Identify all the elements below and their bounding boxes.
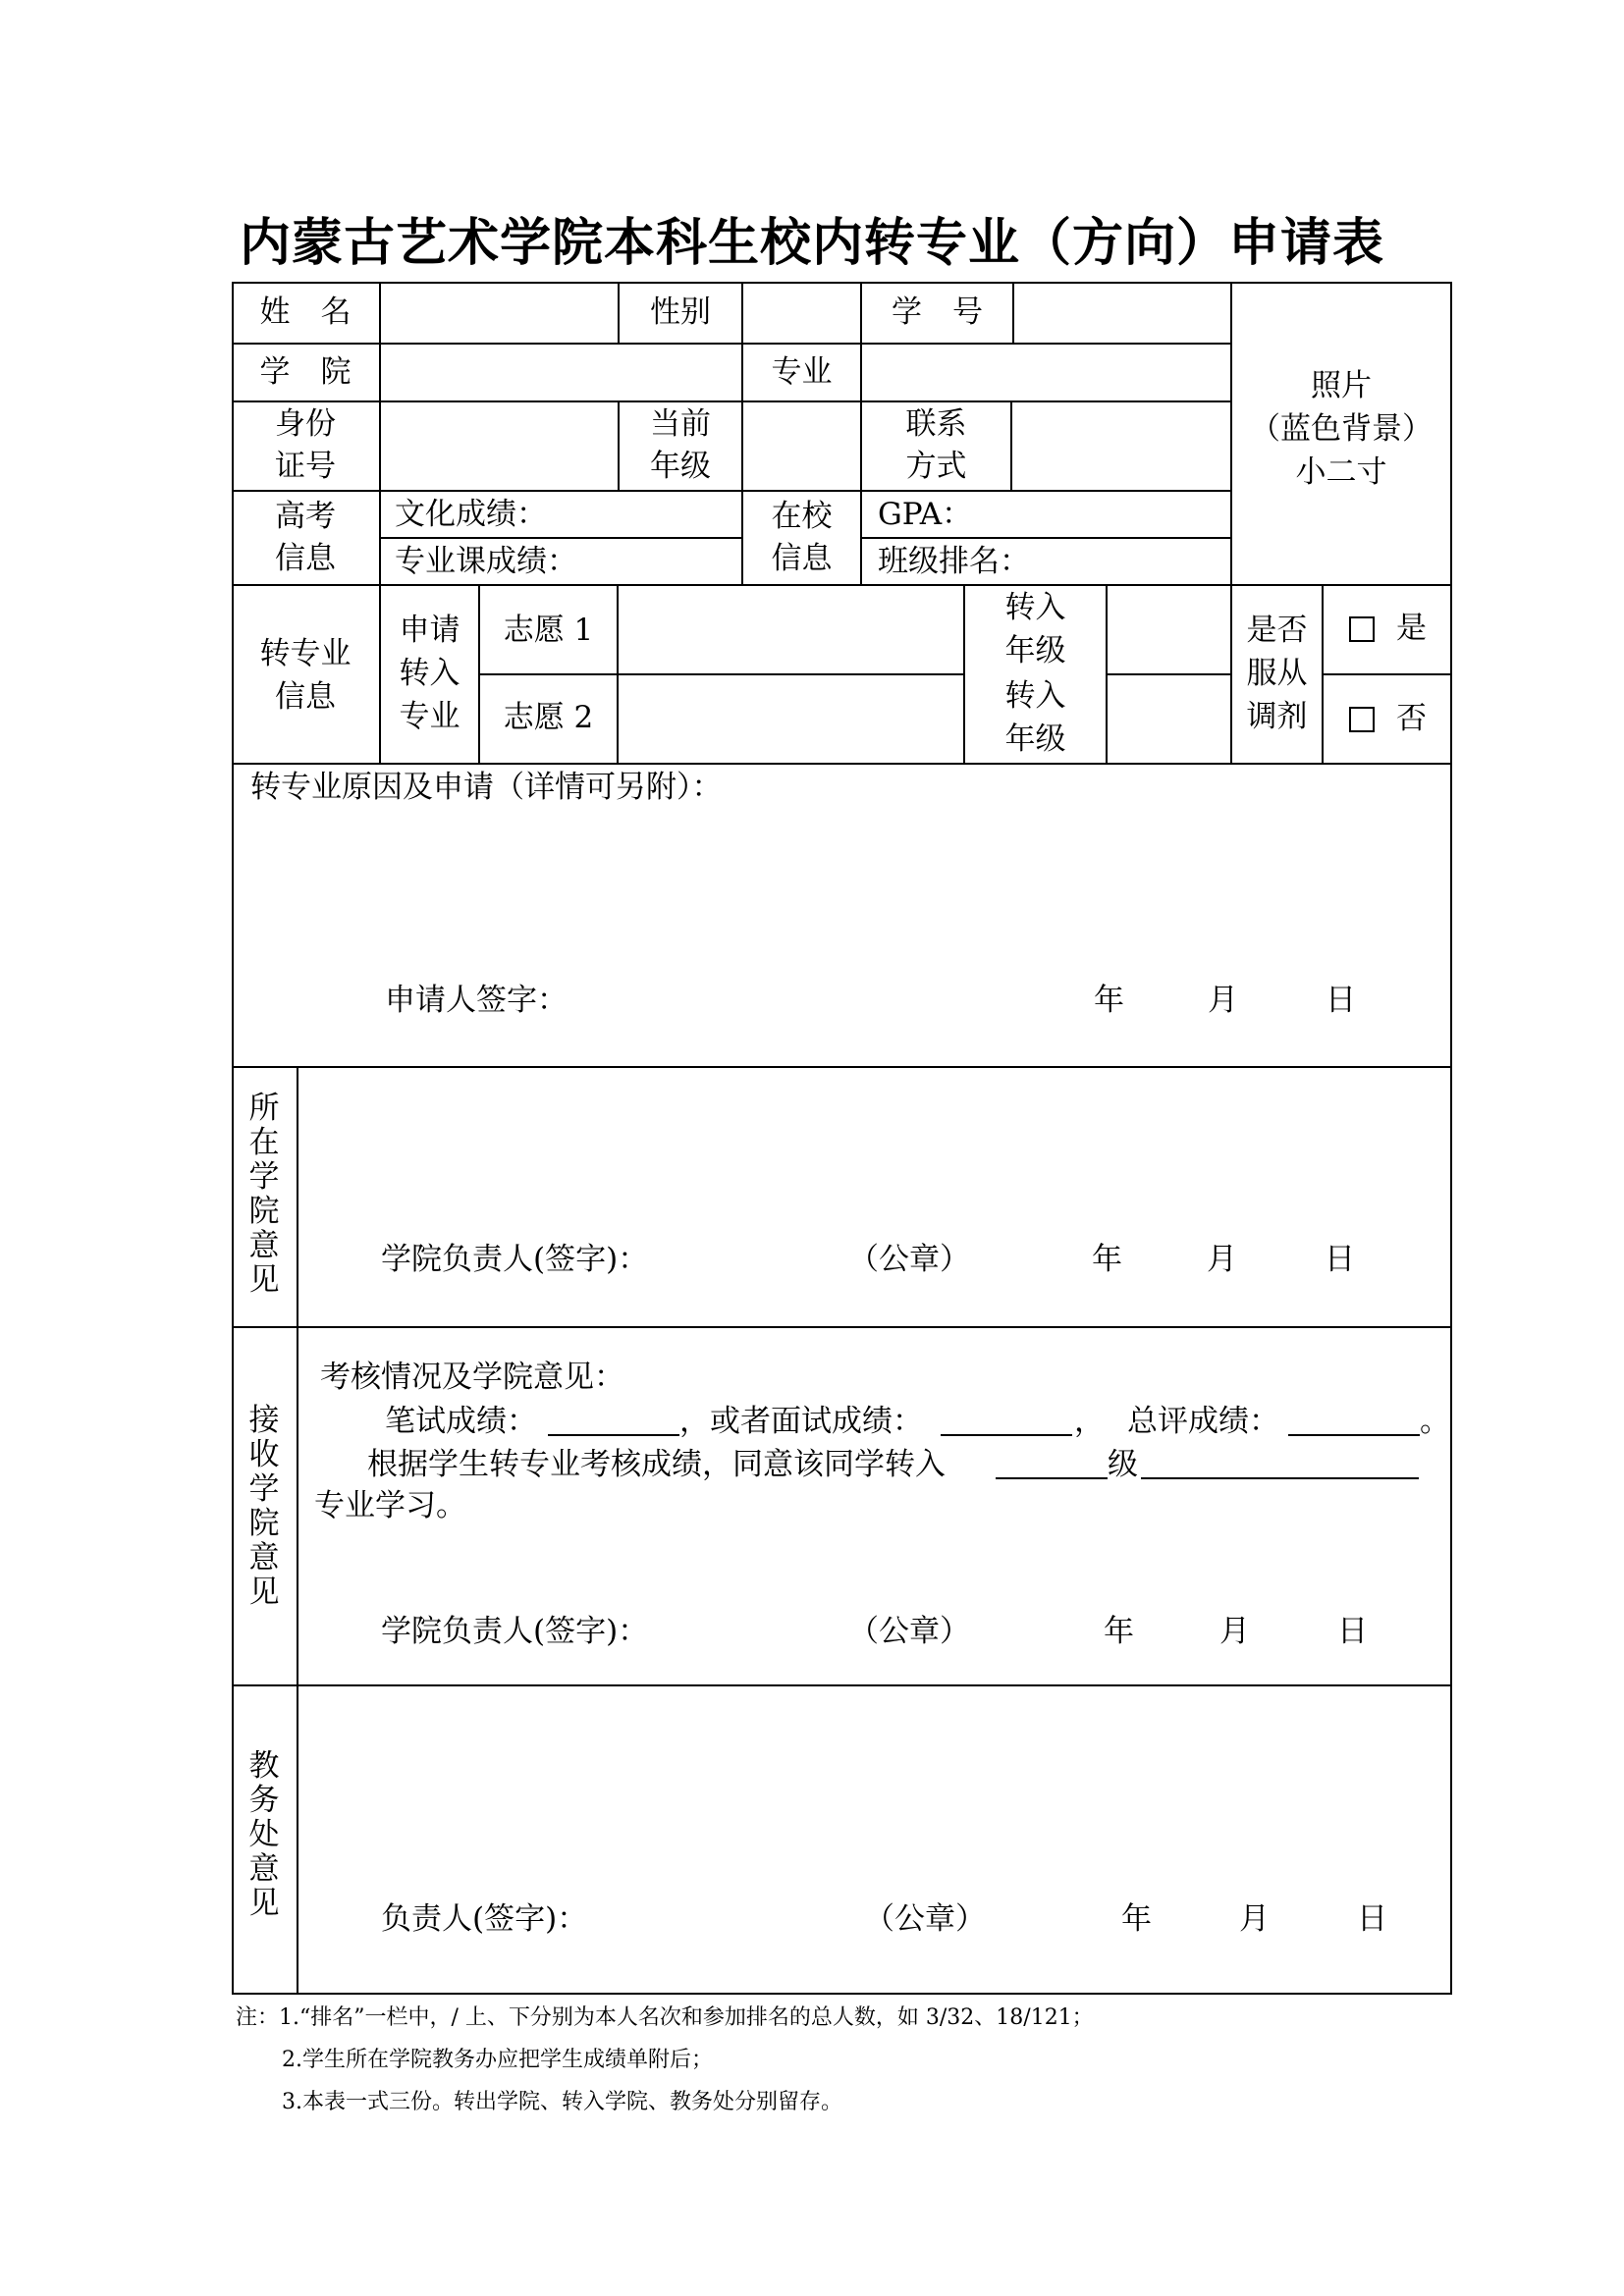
current-college-opinion-area[interactable] xyxy=(314,1080,1434,1217)
academic-office-month-label: 月 xyxy=(1239,1901,1270,1937)
grade-field[interactable] xyxy=(743,402,860,490)
transfer-label-line1: 转专业 xyxy=(259,636,352,671)
grade-word: 级 xyxy=(1108,1447,1138,1482)
grade-label-line1: 当前 xyxy=(650,406,711,442)
contact-label-line1: 联系 xyxy=(905,406,967,442)
photo-background-note: （蓝色背景） xyxy=(1250,411,1433,447)
academic-office-day-label: 日 xyxy=(1357,1901,1387,1937)
major-label: 专业 xyxy=(771,354,833,390)
total-score-label: 总评成绩： xyxy=(1127,1404,1279,1439)
adjust-no-option[interactable] xyxy=(1326,677,1448,761)
choice2-grade-label-line2: 年级 xyxy=(1004,721,1066,757)
college-field[interactable] xyxy=(381,345,741,400)
apply-label-line2: 转入 xyxy=(399,656,460,691)
total-score-period: 。 xyxy=(1420,1404,1450,1439)
choice1-grade-field[interactable] xyxy=(1108,586,1230,673)
choice2-label: 志愿 2 xyxy=(503,700,594,735)
academic-office-label: 教务处意见 xyxy=(248,1748,280,1921)
reason-label: 转专业原因及申请（详情可另附）： xyxy=(250,770,723,805)
reason-year-label: 年 xyxy=(1094,983,1124,1018)
reason-text-area[interactable] xyxy=(245,815,1434,962)
interview-score-label: ，或者面试成绩： xyxy=(679,1404,923,1439)
written-score-blank[interactable] xyxy=(548,1434,679,1436)
name-field[interactable] xyxy=(381,284,618,343)
photo-label: 照片 xyxy=(1311,368,1372,403)
apply-label-line3: 专业 xyxy=(399,699,460,734)
major-study-text: 专业学习。 xyxy=(314,1488,466,1523)
grade-label-line2: 年级 xyxy=(650,449,711,484)
academic-office-year-label: 年 xyxy=(1121,1901,1152,1937)
gaokao-label-line1: 高考 xyxy=(275,499,336,534)
choice1-label: 志愿 1 xyxy=(503,613,594,648)
student-id-field[interactable] xyxy=(1014,284,1230,343)
agree-transfer-text: 根据学生转专业考核成绩，同意该同学转入 xyxy=(367,1447,946,1482)
choice1-grade-label-line2: 年级 xyxy=(1004,633,1066,668)
academic-office-opinion-area[interactable] xyxy=(314,1698,1434,1875)
photo-area[interactable] xyxy=(1232,284,1450,584)
academic-office-signature-label: 负责人(签字)： xyxy=(381,1901,588,1937)
interview-comma: ， xyxy=(1074,1404,1105,1439)
adjust-yes-option[interactable] xyxy=(1326,589,1448,671)
culture-score-field[interactable]: 文化成绩： xyxy=(395,497,547,532)
receiving-college-label: 接收学院意见 xyxy=(248,1403,280,1610)
reason-day-label: 日 xyxy=(1326,983,1356,1018)
receiving-college-signature-label: 学院负责人(签字)： xyxy=(381,1614,649,1649)
student-id-label: 学 号 xyxy=(892,294,983,330)
note-1: 注：1.“排名”一栏中，/ 上、下分别为本人名次和参加排名的总人数，如 3/32、18/121； xyxy=(236,2005,1094,2030)
receiving-college-day-label: 日 xyxy=(1337,1614,1368,1649)
gender-field[interactable] xyxy=(743,284,860,343)
current-college-signature-label: 学院负责人(签字)： xyxy=(381,1242,649,1277)
gaokao-label-line2: 信息 xyxy=(275,541,336,576)
major-field[interactable] xyxy=(862,345,1230,400)
no-checkbox[interactable] xyxy=(1349,707,1375,732)
current-college-day-label: 日 xyxy=(1325,1242,1355,1277)
reason-month-label: 月 xyxy=(1208,983,1238,1018)
choice1-grade-label-line1: 转入 xyxy=(1004,590,1066,625)
choice2-grade-field[interactable] xyxy=(1108,675,1230,763)
id-label-line1: 身份 xyxy=(275,406,336,442)
current-college-seal-label: （公章） xyxy=(848,1242,970,1277)
major-course-score-field[interactable]: 专业课成绩： xyxy=(395,544,577,579)
id-label-line2: 证号 xyxy=(275,449,336,484)
receiving-college-seal-label: （公章） xyxy=(848,1614,970,1649)
contact-field[interactable] xyxy=(1012,402,1230,490)
photo-size-note: 小二寸 xyxy=(1295,454,1387,490)
name-label: 姓 名 xyxy=(259,294,352,330)
assessment-heading: 考核情况及学院意见： xyxy=(320,1360,624,1395)
class-rank-field[interactable]: 班级排名： xyxy=(878,544,1030,579)
applicant-signature-label: 申请人签字： xyxy=(385,983,568,1018)
school-label-line2: 信息 xyxy=(771,541,833,576)
interview-score-blank[interactable] xyxy=(941,1434,1072,1436)
current-college-month-label: 月 xyxy=(1207,1242,1237,1277)
receiving-college-year-label: 年 xyxy=(1104,1614,1134,1649)
receiving-college-month-label: 月 xyxy=(1219,1614,1250,1649)
academic-office-seal-label: （公章） xyxy=(864,1901,986,1937)
note-3: 3.本表一式三份。转出学院、转入学院、教务处分别留存。 xyxy=(282,2090,842,2114)
gpa-field[interactable]: GPA： xyxy=(878,497,973,532)
current-college-year-label: 年 xyxy=(1092,1242,1122,1277)
college-label: 学 院 xyxy=(259,354,352,390)
transfer-major-blank[interactable] xyxy=(1141,1477,1419,1479)
transfer-label-line2: 信息 xyxy=(275,679,336,715)
written-score-label: 笔试成绩： xyxy=(385,1404,537,1439)
choice1-major-field[interactable] xyxy=(619,586,963,673)
no-label: 否 xyxy=(1396,701,1427,736)
transfer-grade-blank[interactable] xyxy=(996,1477,1108,1479)
choice2-grade-label-line1: 转入 xyxy=(1004,678,1066,714)
gender-label: 性别 xyxy=(650,294,711,330)
current-college-label: 所在学院意见 xyxy=(248,1091,280,1298)
school-label-line1: 在校 xyxy=(771,499,833,534)
adjust-label-line2: 服从 xyxy=(1246,656,1308,691)
choice2-major-field[interactable] xyxy=(619,675,963,763)
apply-label-line1: 申请 xyxy=(399,613,460,648)
yes-label: 是 xyxy=(1396,611,1427,646)
id-number-field[interactable] xyxy=(381,402,618,490)
contact-label-line2: 方式 xyxy=(905,449,967,484)
total-score-blank[interactable] xyxy=(1288,1434,1420,1436)
note-2: 2.学生所在学院教务办应把学生成绩单附后； xyxy=(282,2048,713,2072)
adjust-label-line1: 是否 xyxy=(1246,613,1308,648)
yes-checkbox[interactable] xyxy=(1349,616,1375,642)
adjust-label-line3: 调剂 xyxy=(1246,699,1308,734)
page-title: 内蒙古艺术学院本科生校内转专业（方向）申请表 xyxy=(239,214,1384,273)
